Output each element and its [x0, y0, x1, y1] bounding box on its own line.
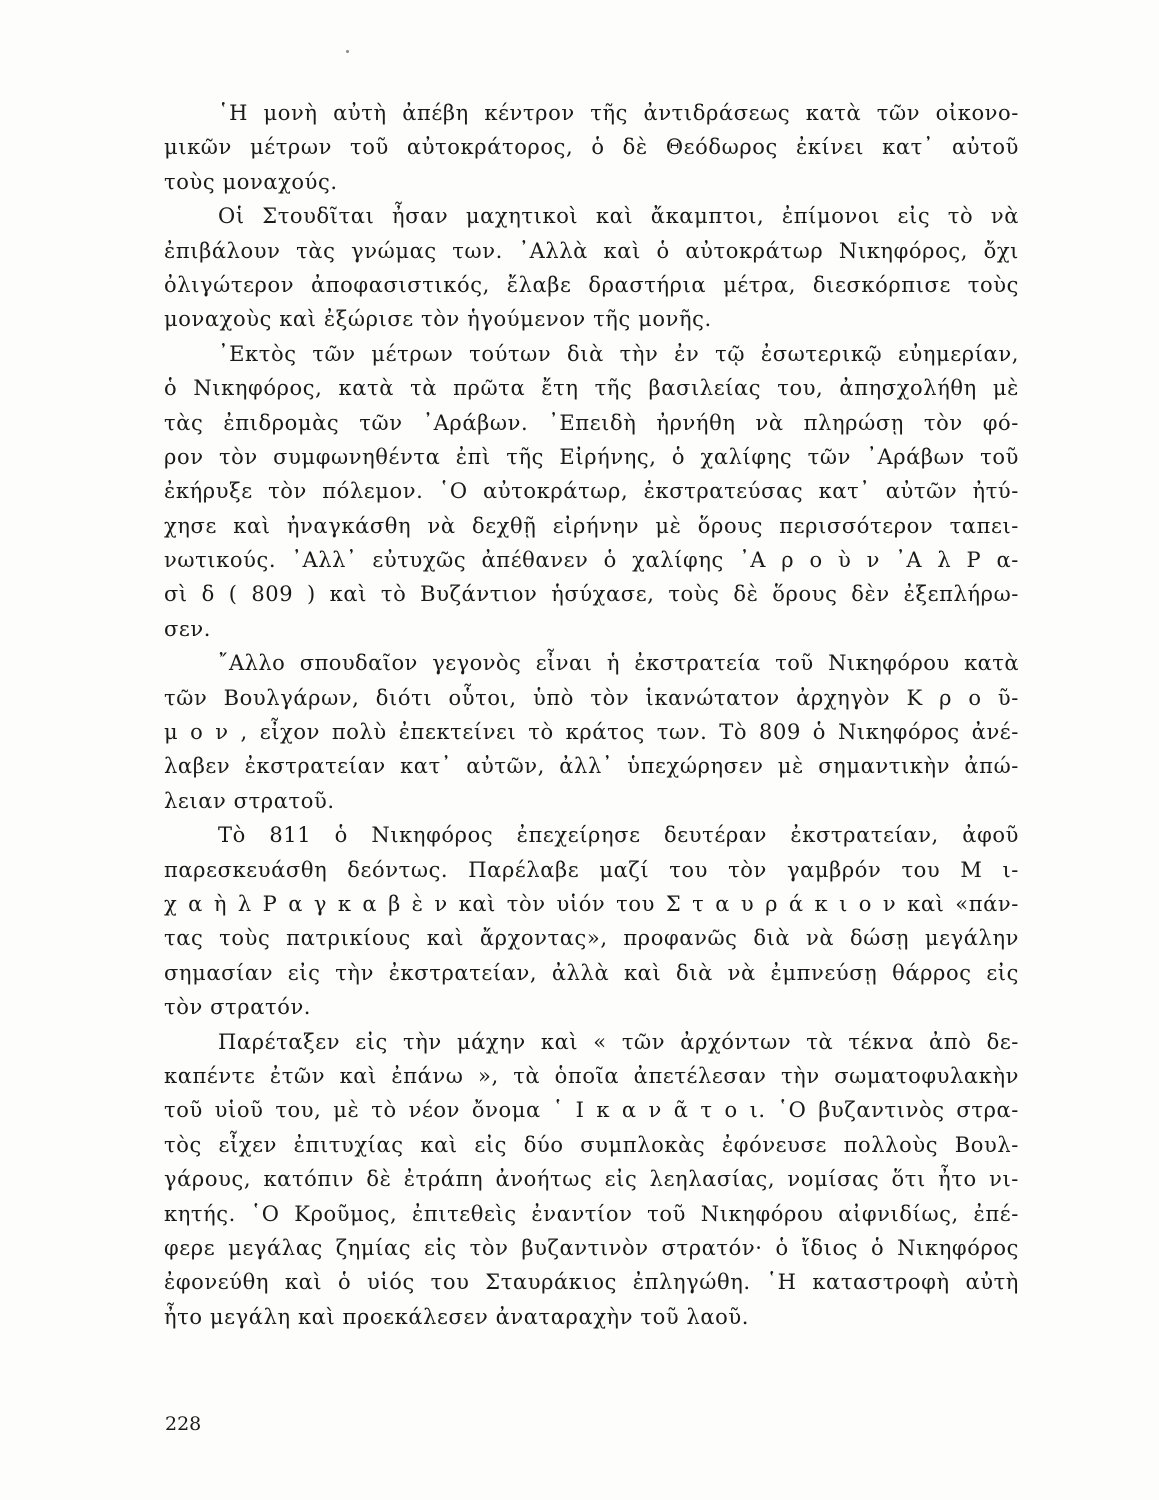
text-line: σημασίαν εἰς τὴν ἐκστρατείαν, ἀλλὰ καὶ διὰ νὰ ἐμπνεύσῃ θάρρος εἰς — [164, 960, 1019, 985]
text-line: μ ο ν , εἶχον πολὺ ἐπεκτείνει τὸ κράτος των. Τὸ 809 ὁ Νικηφόρος ἀνέ- — [164, 720, 1019, 745]
text-line: Παρέταξεν εἰς τὴν μάχην καὶ « τῶν ἀρχόντων τὰ τέκνα ἀπὸ δε- — [218, 1029, 1019, 1054]
text-line: σὶ δ ( 809 ) καὶ τὸ Βυζάντιον ἡσύχασε, τοὺς δὲ ὅρους δὲν ἐξεπλήρω- — [164, 582, 1019, 607]
text-line: γάρους, κατόπιν δὲ ἐτράπη ἀνοήτως εἰς λεηλασίας, νομίσας ὅτι ἦτο νι- — [164, 1167, 1019, 1192]
text-line: ὀλιγώτερον ἀποφασιστικός, ἔλαβε δραστήρια μέτρα, διεσκόρπισε τοὺς — [164, 272, 1019, 297]
text-line: ᾿Εκτὸς τῶν μέτρων τούτων διὰ τὴν ἐν τῷ ἐσωτερικῷ εὐημερίαν, — [218, 341, 1019, 366]
text-line: σεν. — [164, 616, 212, 641]
text-line: καπέντε ἐτῶν καὶ ἐπάνω », τὰ ὁποῖα ἀπετέλεσαν τὴν σωματοφυλακὴν — [164, 1063, 1019, 1088]
text-line: τοῦ υἱοῦ του, μὲ τὸ νέον ὄνομα ῾ Ι κ α ν ᾶ τ ο ι. ῾Ο βυζαντινὸς στρα- — [164, 1098, 1019, 1123]
text-line: φερε μεγάλας ζημίας εἰς τὸν βυζαντινὸν στρατόν· ὁ ἴδιος ὁ Νικηφόρος — [164, 1235, 1019, 1260]
text-line: Οἱ Στουδῖται ἦσαν μαχητικοὶ καὶ ἄκαμπτοι, ἐπίμονοι εἰς τὸ νὰ — [218, 204, 1019, 229]
text-line: λαβεν ἐκστρατείαν κατ᾽ αὐτῶν, ἀλλ᾽ ὑπεχώρησεν μὲ σημαντικὴν ἀπώ- — [164, 754, 1019, 779]
text-line: τας τοὺς πατρικίους καὶ ἄρχοντας», προφανῶς διὰ νὰ δώσῃ μεγάλην — [164, 926, 1019, 951]
text-line: τοὺς μοναχούς. — [164, 169, 338, 194]
text-line: ἐφονεύθη καὶ ὁ υἱός του Σταυράκιος ἐπληγώθη. ῾Η καταστροφὴ αὐτὴ — [164, 1270, 1019, 1295]
text-line: ὁ Νικηφόρος, κατὰ τὰ πρῶτα ἔτη τῆς βασιλείας του, ἀπησχολήθη μὲ — [164, 376, 1019, 401]
text-line: νωτικούς. ᾿Αλλ᾽ εὐτυχῶς ἀπέθανεν ὁ χαλίφης ᾿Α ρ ο ὺ ν ᾿Α λ Ρ α- — [164, 548, 1019, 573]
text-line: τὰς ἐπιδρομὰς τῶν ᾿Αράβων. ᾿Επειδὴ ἠρνήθη νὰ πληρώσῃ τὸν φό- — [164, 410, 1019, 435]
text-line: λειαν στρατοῦ. — [164, 788, 335, 813]
text-line: τῶν Βουλγάρων, διότι οὗτοι, ὑπὸ τὸν ἱκανώτατον ἀρχηγὸν Κ ρ ο ῦ- — [164, 685, 1019, 710]
text-line: τὸν στρατόν. — [164, 995, 312, 1020]
text-line: κητής. ῾Ο Κροῦμος, ἐπιτεθεὶς ἐναντίον τοῦ Νικηφόρου αἰφνιδίως, ἐπέ- — [164, 1201, 1019, 1226]
text-line: χ α ὴ λ Ρ α γ κ α β ὲ ν καὶ τὸν υἱόν του Σ τ α υ ρ ά κ ι ο ν καὶ «πάν- — [164, 891, 1019, 916]
text-line: ἐκήρυξε τὸν πόλεμον. ῾Ο αὐτοκράτωρ, ἐκστρατεύσας κατ᾽ αὐτῶν ἠτύ- — [164, 479, 1019, 504]
text-line: μικῶν μέτρων τοῦ αὐτοκράτορος, ὁ δὲ Θεόδωρος ἐκίνει κατ᾽ αὐτοῦ — [164, 135, 1019, 160]
text-line: Τὸ 811 ὁ Νικηφόρος ἐπεχείρησε δευτέραν ἐκστρατείαν, ἀφοῦ — [218, 823, 1019, 848]
text-line: μοναχοὺς καὶ ἐξώρισε τὸν ἡγούμενον τῆς μονῆς. — [164, 307, 712, 332]
text-line: ῎Αλλο σπουδαῖον γεγονὸς εἶναι ἡ ἐκστρατεία τοῦ Νικηφόρου κατὰ — [218, 651, 1019, 676]
text-line: ἦτο μεγάλη καὶ προεκάλεσεν ἀναταραχὴν τοῦ λαοῦ. — [164, 1304, 750, 1329]
text-line: παρεσκευάσθη δεόντως. Παρέλαβε μαζί του τὸν γαμβρόν του Μ ι- — [164, 857, 1019, 882]
text-line: ῾Η μονὴ αὐτὴ ἀπέβη κέντρον τῆς ἀντιδράσεως κατὰ τῶν οἰκονο- — [218, 101, 1019, 125]
print-speck — [346, 50, 349, 53]
text-line: ἐπιβάλουν τὰς γνώμας των. ᾿Αλλὰ καὶ ὁ αὐτοκράτωρ Νικηφόρος, ὄχι — [164, 238, 1019, 263]
text-line: ρον τὸν συμφωνηθέντα ἐπὶ τῆς Εἰρήνης, ὁ χαλίφης τῶν ᾿Αράβων τοῦ — [164, 444, 1019, 469]
text-line: χησε καὶ ἠναγκάσθη νὰ δεχθῇ εἰρήνην μὲ ὅρους περισσότερον ταπει- — [164, 513, 1019, 538]
body-text — [164, 96, 1019, 1334]
text-line: τὸς εἶχεν ἐπιτυχίας καὶ εἰς δύο συμπλοκὰς ἐφόνευσε πολλοὺς Βουλ- — [164, 1132, 1019, 1157]
page-number: 228 — [165, 1413, 202, 1435]
